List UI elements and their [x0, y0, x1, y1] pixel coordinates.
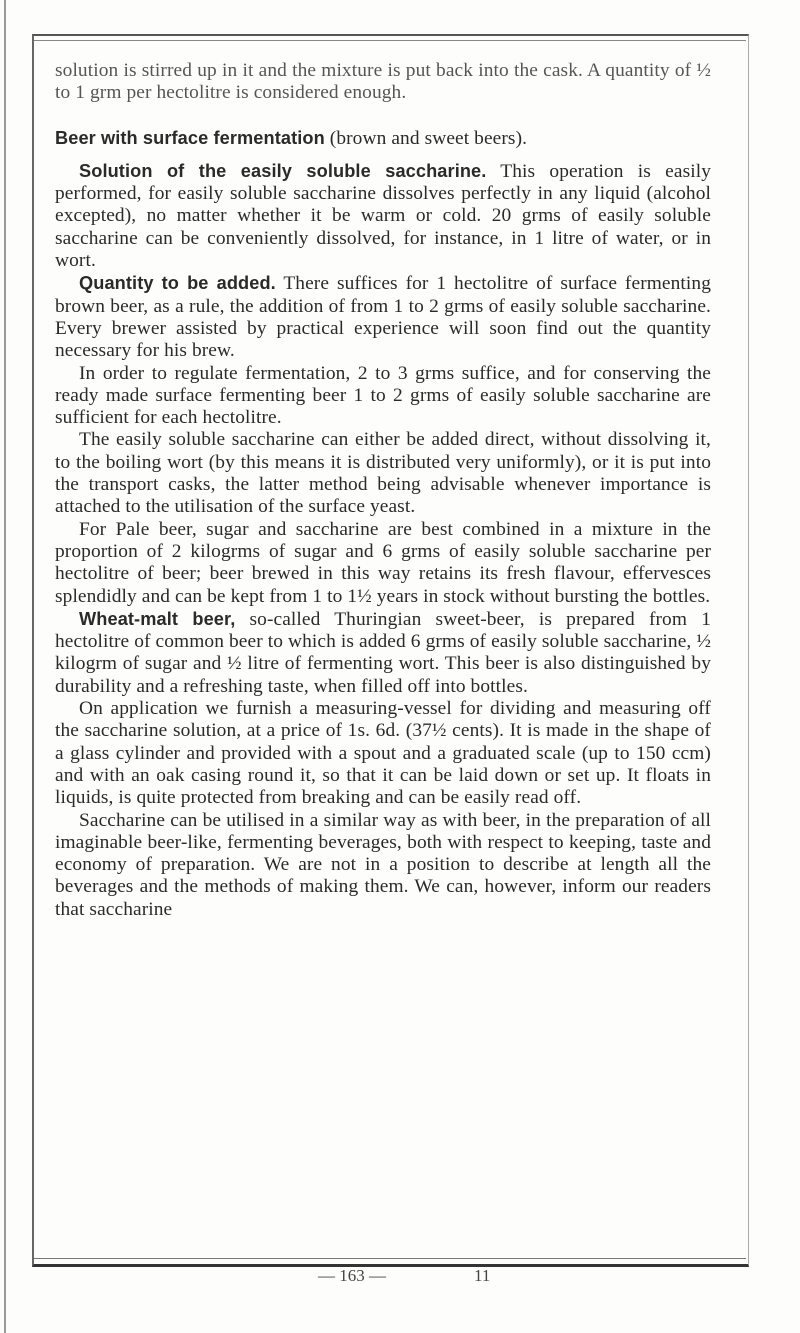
run-in-heading: Solution of the easily soluble saccharine.: [79, 160, 487, 181]
paragraph-text: The easily soluble saccharine can either be added direct, without dissolving it, to the boiling wort (by this means it is distributed very uniformly), or it is put into the transport casks, the latter method being advisable whenever importance is attached to the utilisation of the surface yeast.: [55, 429, 711, 518]
paragraph-text: Saccharine can be utilised in a similar way as with beer, in the preparation of all imaginable beer-like, fermenting beverages, both with respect to keeping, taste and economy of preparation. We are not in a position to describe at length all the beverages and the methods of making them. We can, however, inform our readers that saccharine: [55, 809, 711, 920]
paragraph-text: (brown and sweet beers).: [324, 127, 528, 149]
run-in-heading: Wheat-malt beer,: [79, 608, 236, 629]
paragraph-quantity: [55, 272, 711, 362]
paragraph-text: In order to regulate fermentation, 2 to 3 grms suffice, and for conserving the ready made surface fermenting beer 1 to 2 grms of easily soluble saccharine are sufficient for each hectolitre.: [55, 362, 711, 429]
paragraph-other-beverages: [55, 810, 711, 921]
paragraph-solution: [55, 160, 711, 272]
paragraph-text: This operation is easily performed, for easily soluble saccharine dissolves perfectly in any liquid (alcohol excepted), no matter whether it be warm or cold. 20 grms of easily soluble saccharine can be conveniently dissolved, for instance, in 1 litre of water, or in wort.: [55, 160, 711, 272]
signature-mark: 11: [474, 1266, 491, 1285]
frame-rule-top: [34, 40, 746, 41]
paragraph-continuation: [55, 60, 711, 105]
page-number: — 163 —: [318, 1266, 386, 1285]
paragraph-heading-beer-surface: [55, 127, 711, 150]
body-text: [55, 60, 711, 921]
page-footer: [0, 1266, 800, 1296]
paragraph-text: solution is stirred up in it and the mixture is put back into the cask. A quantity of ½ to 1 grm per hectolitre is considered enough.: [55, 60, 711, 104]
page-edge-line: [4, 0, 6, 1333]
run-in-heading: Quantity to be added.: [79, 273, 276, 294]
paragraph-text: For Pale beer, sugar and saccharine are best combined in a mixture in the proportion of 2 kilogrms of sugar and 6 grms of easily soluble saccharine per hectolitre of beer; beer brewed in this way retains its fresh flavour, effervesces splendidly and can be kept from 1 to 1½ years in stock without bursting the bottles.: [55, 518, 711, 607]
paragraph-text: There suffices for 1 hectolitre of surface fermenting brown beer, as a rule, the addition of from 1 to 2 grms of easily soluble saccharine. Every brewer assisted by practical experience will soon find out the quantity necessary for his brew.: [55, 273, 711, 362]
frame-rule-bottom: [34, 1258, 746, 1259]
paragraph-pale-beer: [55, 519, 711, 608]
paragraph-direct: [55, 429, 711, 518]
paragraph-wheat-malt: [55, 608, 711, 698]
paragraph-regulate: [55, 363, 711, 430]
paragraph-text: On application we furnish a measuring-vessel for dividing and measuring off the saccharine solution, at a price of 1s. 6d. (37½ cents). It is made in the shape of a glass cylinder and provided with a spout and a graduated scale (up to 150 ccm) and with an oak casing round it, so that it can be laid down or set up. It floats in liquids, is quite protected from breaking and can be easily read off.: [55, 698, 711, 809]
section-heading: Beer with surface fermentation: [55, 127, 325, 148]
paragraph-text: so-called Thuringian sweet-beer, is prepared from 1 hectolitre of common beer to which is added 6 grms of easily soluble saccharine, ½ kilogrm of sugar and ½ litre of fermenting wort. This beer is also distinguished by durability and a refreshing taste, when filled off into bottles.: [55, 608, 711, 697]
paragraph-measuring-vessel: [55, 698, 711, 809]
